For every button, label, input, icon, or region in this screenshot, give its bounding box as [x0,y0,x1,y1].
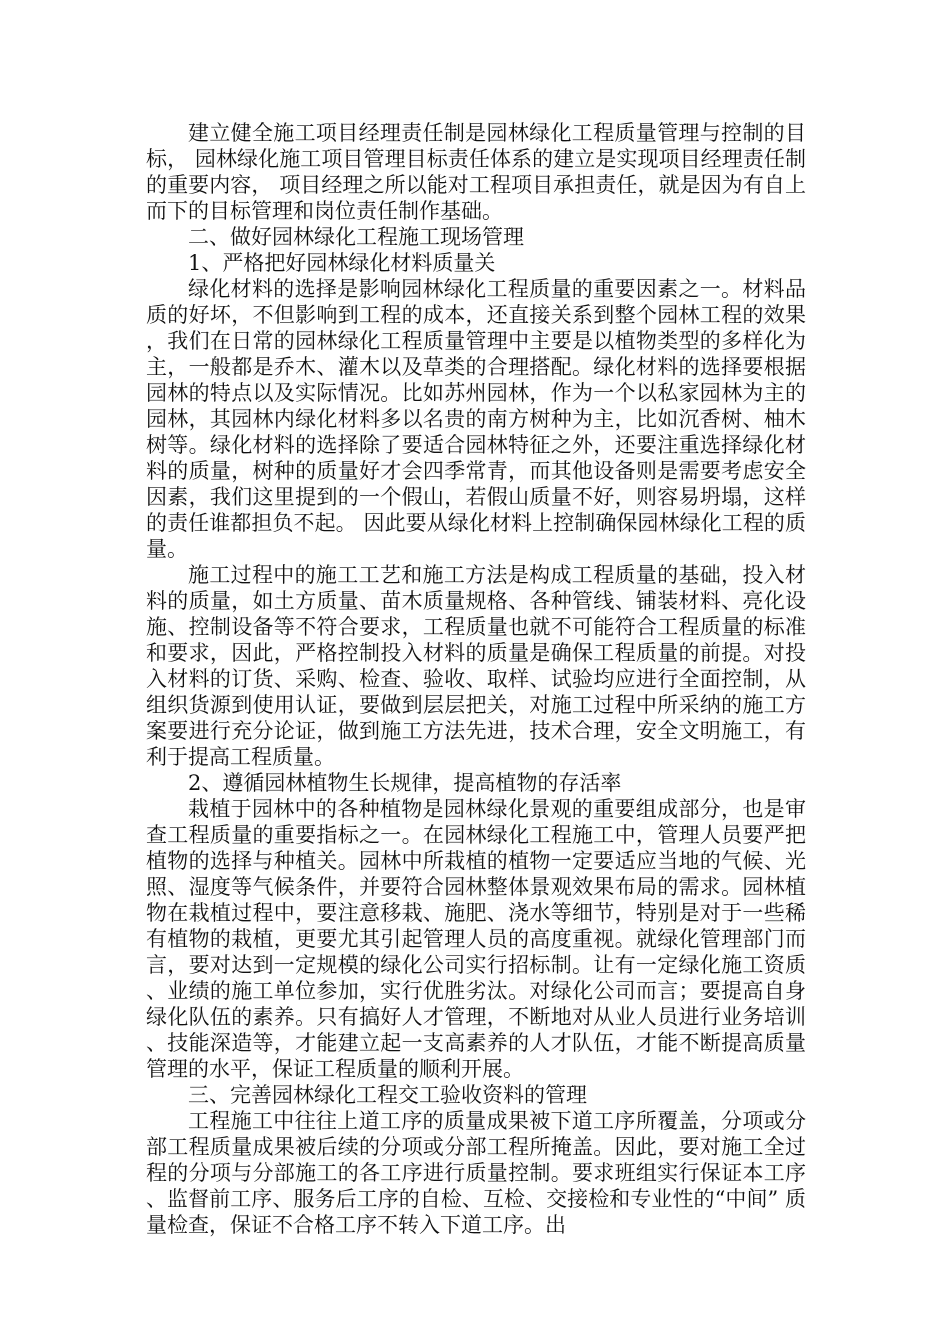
section-heading-site-management: 二、做好园林绿化工程施工现场管理 [188,225,524,249]
paragraph-plant-selection: 栽植于园林中的各种植物是园林绿化景观的重要组成部分，也是审查工程质量的重要指标之一。在园林绿化工程施工中，管理人员要严把植物的选择与种植关。园林中所栽植的植物一定要适应当地的气候、光照、湿度等气候条件，并要符合园林整体景观效果布局的需求。园林植物在栽植过程中，要注意移栽、施肥、浇水等细节，特别是对于一些稀有植物的栽植，更要尤其引起管理人员的高度重视。就绿化管理部门而言，要对达到一定规模的绿化公司实行招标制。让有一定绿化施工资质、业绩的施工单位参加，实行优胜劣汰。对绿化公司而言；要提高自身绿化队伍的素养。只有搞好人才管理，不断地对从业人员进行业务培训、技能深造等，才能建立起一支高素养的人才队伍，才能不断提高质量管理的水平，保证工程质量的顺利开展。 [146,797,806,1081]
paragraph-construction-process: 施工过程中的施工工艺和施工方法是构成工程质量的基础，投入材料的质量，如土方质量、苗木质量规格、各种管线、铺装材料、亮化设施、控制设备等不符合要求，工程质量也就不可能符合工程质量的标准和要求，因此，严格控制投入材料的质量是确保工程质量的前提。对投入材料的订货、采购、检查、验收、取样、试验均应进行全面控制，从组织货源到使用认证，要做到层层把关，对施工过程中所采纳的施工方案要进行充分论证，做到施工方法先进，技术合理，安全文明施工，有利于提高工程质量。 [146,563,806,769]
section-heading-acceptance-documents: 三、完善园林绿化工程交工验收资料的管理 [188,1083,587,1107]
document-body [146,120,806,1238]
subsection-heading-plant-growth: 2、遵循园林植物生长规律，提高植物的存活率 [188,771,622,795]
paragraph-greening-materials: 绿化材料的选择是影响园林绿化工程质量的重要因素之一。材料品质的好坏，不但影响到工程的成本，还直接关系到整个园林工程的效果，我们在日常的园林绿化工程质量管理中主要是以植物类型的多样化为主，一般都是乔木、灌木以及草类的合理搭配。绿化材料的选择要根据园林的特点以及实际情况。比如苏州园林，作为一个以私家园林为主的园林，其园林内绿化材料多以名贵的南方树种为主，比如沉香树、柚木树等。绿化材料的选择除了要适合园林特征之外，还要注重选择绿化材料的质量，树种的质量好才会四季常青，而其他设备则是需要考虑安全因素，我们这里提到的一个假山，若假山质量不好，则容易坍塌，这样的责任谁都担负不起。 因此要从绿化材料上控制确保园林绿化工程的质量。 [146,277,806,561]
paragraph-process-control: 工程施工中往往上道工序的质量成果被下道工序所覆盖，分项或分部工程质量成果被后续的分项或分部工程所掩盖。因此，要对施工全过程的分项与分部施工的各工序进行质量控制。要求班组实行保证本工序、监督前工序、服务后工序的自检、互检、交接检和专业性的“中间” 质量检查，保证不合格工序不转入下道工序。出 [146,1109,806,1237]
paragraph-responsibility-system: 建立健全施工项目经理责任制是园林绿化工程质量管理与控制的目标， 园林绿化施工项目管理目标责任体系的建立是实现项目经理责任制的重要内容， 项目经理之所以能对工程项目承担责任，就是因为有自上而下的目标管理和岗位责任制作基础。 [146,121,806,223]
subsection-heading-material-quality: 1、严格把好园林绿化材料质量关 [188,251,496,275]
